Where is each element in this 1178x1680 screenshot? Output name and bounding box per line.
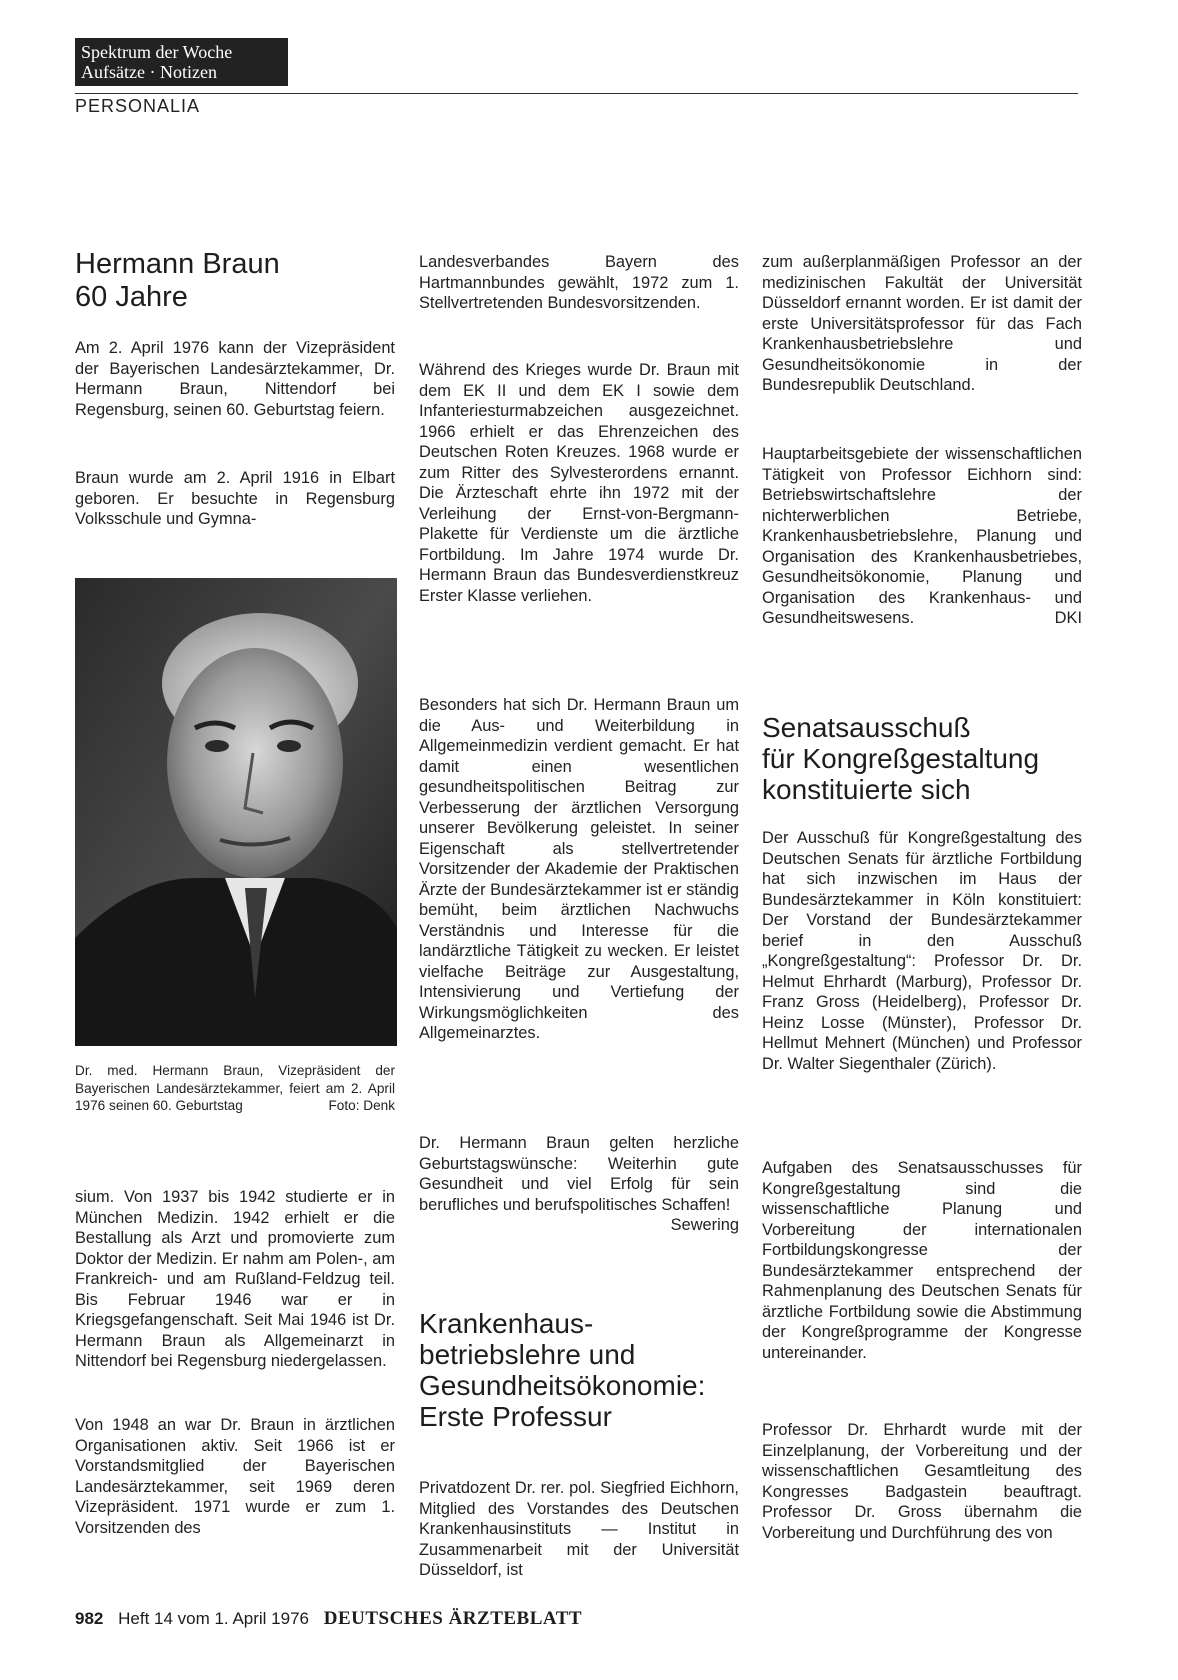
page-number: 982: [75, 1609, 104, 1628]
issue-info: Heft 14 vom 1. April 1976: [118, 1609, 309, 1628]
article-braun-merits: [419, 695, 739, 1044]
paragraph: Privatdozent Dr. rer. pol. Siegfried Eichhorn, Mitglied des Vorstandes des Deutschen Krankenhausinstituts — Institut in Zusammenarbeit mit der Universität Düsseldorf, ist: [419, 1479, 739, 1579]
portrait-photo-image: [75, 578, 397, 1046]
headline-line: konstituierte sich: [762, 774, 971, 805]
paragraph: Landesverbandes Bayern des Hartmannbundes gewählt, 1972 zum 1. Stellvertretenden Bundesvorsitzenden.: [419, 253, 739, 312]
rubric-badge: [75, 38, 288, 86]
caption-text: Dr. med. Hermann Braun, Vizepräsident der Bayerischen Landesärztekammer, feiert am 2. April 1976 seinen 60. Geburtstag: [75, 1063, 395, 1113]
signature: Sewering: [670, 1216, 739, 1234]
article-senat-members: [762, 828, 1082, 1074]
paragraph: Aufgaben des Senatsausschusses für Kongreßgestaltung sind die wissenschaftliche Planung und Vorbereitung der internationalen Fortbildungskongresse der Bundesärztekammer entsprechend der Rahmenplanung des Deutschen Senats für ärztliche Fortbildung sowie die Abstimmung der Kongreßprogramme der Kongresse untereinander.: [762, 1159, 1082, 1362]
article-braun-career: [75, 1187, 395, 1372]
headline-line: Gesundheitsökonomie:: [419, 1370, 706, 1401]
paragraph: Professor Dr. Ehrhardt wurde mit der Einzelplanung, der Vorbereitung und der wissenschaftlichen Gesamtleitung des Kongresses Badgastein beauftragt. Professor Dr. Gross übernahm die Vorbereitung und Durchführung des von: [762, 1421, 1082, 1542]
headline-line: betriebslehre und: [419, 1339, 636, 1370]
paragraph: Hauptarbeitsgebiete der wissenschaftlichen Tätigkeit von Professor Eichhorn sind: Betriebswirtschaftslehre der nichterwerblichen Betriebe, Krankenhausbetriebslehre, Planung und Organisation des Krankenhausbetriebes, Gesundheitsökonomie, Planung und Organisation des Krankenhaus- und Gesundheitswesens.: [762, 445, 1082, 627]
article-senat-headline: [762, 712, 1082, 805]
photo-caption: [75, 1062, 395, 1115]
headline-line: Erste Professur: [419, 1401, 612, 1432]
headline-line: 60 Jahre: [75, 281, 188, 313]
headline-line: Senatsausschuß: [762, 712, 971, 743]
article-professur-work: [762, 444, 1082, 629]
article-braun-intro: [75, 338, 395, 420]
paragraph: Der Ausschuß für Kongreßgestaltung des Deutschen Senats für ärztliche Fortbildung hat sich inzwischen im Haus der Bundesärztekammer in Köln konstituiert: Der Vorstand der Bundesärztekammer berief in den Ausschuß „Kongreßgestaltung“: Professor Dr. Dr. Helmut Ehrhardt (Marburg), Professor Dr. Franz Gross (Heidelberg), Professor Dr. Heinz Losse (Münster), Professor Dr. Hellmut Mehnert (München) und Professor Dr. Walter Siegenthaler (Zürich).: [762, 829, 1082, 1073]
rubric-line-2: Aufsätze · Notizen: [81, 62, 217, 82]
article-braun-honours: [419, 360, 739, 606]
paragraph: Von 1948 an war Dr. Braun in ärztlichen Organisationen aktiv. Seit 1966 ist er Vorstandsmitglied der Bayerischen Landesärztekammer, seit 1969 deren Vizepräsident. 1971 wurde er zum 1. Vorsitzenden des: [75, 1416, 395, 1537]
headline-line: Hermann Braun: [75, 248, 280, 280]
rubric-line-1: Spektrum der Woche: [81, 42, 233, 62]
article-braun-headline: [75, 248, 395, 314]
article-braun-birth: [75, 468, 395, 530]
paragraph: Dr. Hermann Braun gelten herzliche Geburtstagswünsche: Weiterhin gute Gesundheit und viel Erfolg für sein berufliches und berufspolitisches Schaffen!: [419, 1134, 739, 1214]
article-professur-intro: [419, 1478, 739, 1581]
paragraph: Während des Krieges wurde Dr. Braun mit dem EK II und dem EK I sowie dem Infanteriesturmabzeichen ausgezeichnet. 1966 erhielt er das Ehrenzeichen des Deutschen Roten Kreuzes. 1968 wurde er zum Ritter des Sylvesterordens ernannt. Die Ärzteschaft ehrte ihn 1972 mit der Verleihung der Ernst-von-Bergmann-Plakette für Verdienste um die ärztliche Fortbildung. Im Jahre 1974 wurde Dr. Hermann Braun das Bundesverdienstkreuz Erster Klasse verliehen.: [419, 361, 739, 605]
paragraph: zum außerplanmäßigen Professor an der medizinischen Fakultät der Universität Düsseldorf ernannt worden. Er ist damit der erste Universitätsprofessor für das Fach Krankenhausbetriebslehre und Gesundheitsökonomie in der Bundesrepublik Deutschland.: [762, 253, 1082, 394]
article-braun-organisations: [75, 1415, 395, 1538]
paragraph: Braun wurde am 2. April 1916 in Elbart geboren. Er besuchte in Regensburg Volksschule und Gymna-: [75, 469, 395, 528]
signature: DKI: [1054, 609, 1082, 627]
header-rule: [75, 93, 1078, 94]
article-professur-headline: [419, 1308, 739, 1432]
headline-line: für Kongreßgestaltung: [762, 743, 1040, 774]
page-footer: [75, 1608, 582, 1630]
article-braun-continued: [419, 252, 739, 314]
paragraph: Besonders hat sich Dr. Hermann Braun um die Aus- und Weiterbildung in Allgemeinmedizin verdient gemacht. Er hat damit einen wesentlichen gesundheitspolitischen Beitrag zur Verbesserung der ärztlichen Versorgung unserer Bevölkerung geleistet. In seiner Eigenschaft als stellvertretender Vorsitzender der Akademie der Praktischen Ärzte der Bundesärztekammer ist er ständig bemüht, beim ärztlichen Nachwuchs Verständnis und Interesse für die landärztliche Tätigkeit zu wecken. Er leistet vielfache Beiträge zur Ausgestaltung, Intensivierung und Vertiefung der Wirkungsmöglichkeiten des Allgemeinarztes.: [419, 696, 739, 1042]
section-label: PERSONALIA: [75, 96, 201, 116]
article-professur-continued: [762, 252, 1082, 396]
portrait-photo: [75, 578, 397, 1046]
headline-line: Krankenhaus-: [419, 1308, 594, 1339]
article-braun-wishes: [419, 1133, 739, 1236]
paragraph: Am 2. April 1976 kann der Vizepräsident der Bayerischen Landesärztekammer, Dr. Hermann Braun, Nittendorf bei Regensburg, seinen 60. Geburtstag feiern.: [75, 339, 395, 419]
article-senat-tasks: [762, 1158, 1082, 1363]
photo-credit: Foto: Denk: [328, 1098, 395, 1113]
masthead: DEUTSCHES ÄRZTEBLATT: [323, 1608, 583, 1629]
article-senat-leadership: [762, 1420, 1082, 1543]
paragraph: sium. Von 1937 bis 1942 studierte er in München Medizin. 1942 erhielt er die Bestallung als Arzt und promovierte zum Doktor der Medizin. Er nahm am Polen-, am Frankreich- und am Rußland-Feldzug teil. Bis Februar 1946 war er in Kriegsgefangenschaft. Seit Mai 1946 ist Dr. Hermann Braun als Allgemeinarzt in Nittendorf bei Regensburg niedergelassen.: [75, 1188, 395, 1370]
